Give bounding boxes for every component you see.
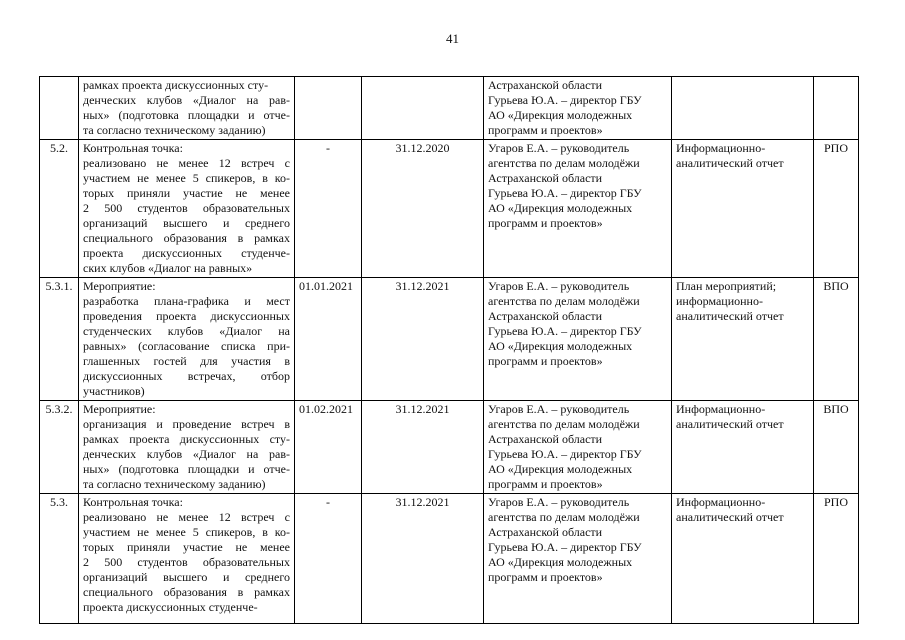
item-description-line: ных» (подготовка площадки и отче- [83,462,290,476]
responsible-line: Гурьева Ю.А. – директор ГБУ [488,93,642,107]
end-date [362,77,484,140]
responsible-line: АО «Дирекция молодежных [488,339,633,353]
plan-table [39,76,859,624]
responsible-line: АО «Дирекция молодежных [488,108,633,122]
end-date: 31.12.2021 [362,278,484,401]
result-document-line: аналитический отчет [676,510,784,524]
responsible-line: Астраханской области [488,171,603,185]
item-description-line: Мероприятие: [83,279,156,293]
item-description-line: рамках проекта дискуссионных сту- [83,432,290,446]
item-description-line: дискуссионных встречах, отбор [83,369,290,383]
table-row [40,140,859,278]
item-description-line: организаций высшего и среднего [83,570,290,584]
responsible-line: Гурьева Ю.А. – директор ГБУ [488,186,642,200]
control-level [814,77,859,140]
item-description-line: 2 500 студентов образовательных [83,555,290,569]
result-document-line: Информационно- [676,495,766,509]
table-row [40,494,859,624]
item-description-line: реализовано не менее 12 встреч с [83,156,290,170]
item-description-line: организаций высшего и среднего [83,216,290,230]
item-description-line: та согласно техническому заданию) [83,477,266,491]
result-document [672,77,814,140]
item-number: 5.3.1. [40,278,79,401]
result-document-line: аналитический отчет [676,309,784,323]
item-description-line: участием не менее 5 спикеров, в ко- [83,525,290,539]
responsible-line: программ и проектов» [488,477,603,491]
end-date: 31.12.2021 [362,494,484,624]
page-number: 41 [446,31,459,46]
start-date: 01.01.2021 [295,278,362,401]
start-date: - [295,140,362,278]
result-document [672,494,814,624]
item-description-line: торых приняли участие не менее [83,186,290,200]
responsible-line: Астраханской области [488,525,603,539]
result-document [672,401,814,494]
item-description-line: специального образования в рамках [83,585,290,599]
start-date: 01.02.2021 [295,401,362,494]
item-description [79,401,295,494]
responsible-line: программ и проектов» [488,216,603,230]
item-description-line: глашенных гостей для участия в [83,354,290,368]
responsible-line: агентства по делам молодёжи [488,417,640,431]
item-description-line: проекта дискуссионных студенче- [83,246,290,260]
item-description-line: Контрольная точка: [83,495,183,509]
item-description-line: реализовано не менее 12 встреч с [83,510,290,524]
responsible-line: Гурьева Ю.А. – директор ГБУ [488,540,642,554]
responsible [484,278,672,401]
responsible-line: Угаров Е.А. – руководитель [488,402,630,416]
table-row [40,278,859,401]
item-description-line: денческих клубов «Диалог на рав- [83,93,290,107]
end-date: 31.12.2020 [362,140,484,278]
responsible-line: АО «Дирекция молодежных [488,462,633,476]
responsible [484,140,672,278]
responsible-line: Угаров Е.А. – руководитель [488,279,630,293]
item-description-line: проведения проекта дискуссионных [83,309,290,323]
item-description-line: Мероприятие: [83,402,156,416]
result-document-line: аналитический отчет [676,417,784,431]
responsible-line: Астраханской области [488,78,603,92]
responsible-line: Угаров Е.А. – руководитель [488,495,630,509]
item-description-line: Контрольная точка: [83,141,183,155]
item-description-line: организация и проведение встреч в [83,417,290,431]
end-date: 31.12.2021 [362,401,484,494]
control-level: РПО [814,494,859,624]
result-document-line: Информационно- [676,402,766,416]
item-description-line: равных» (согласование списка при- [83,339,290,353]
item-description-line: разработка плана-графика и мест [83,294,290,308]
result-document-line: План мероприятий; [676,279,777,293]
control-level: ВПО [814,401,859,494]
item-description-line: денческих клубов «Диалог на рав- [83,447,290,461]
result-document-line: аналитический отчет [676,156,784,170]
item-description [79,494,295,624]
control-level: ВПО [814,278,859,401]
item-description-line: 2 500 студентов образовательных [83,201,290,215]
responsible [484,77,672,140]
responsible-line: Гурьева Ю.А. – директор ГБУ [488,447,642,461]
item-description [79,140,295,278]
result-document-line: Информационно- [676,141,766,155]
item-description-line: участников) [83,384,145,398]
responsible-line: агентства по делам молодёжи [488,294,640,308]
item-description-line: специального образования в рамках [83,231,290,245]
item-description-line: проекта дискуссионных студенче- [83,600,258,614]
item-description-line: участием не менее 5 спикеров, в ко- [83,171,290,185]
item-description [79,77,295,140]
item-description-line: рамках проекта дискуссионных сту- [83,78,269,92]
result-document [672,278,814,401]
responsible-line: Угаров Е.А. – руководитель [488,141,630,155]
responsible-line: Астраханской области [488,309,603,323]
start-date [295,77,362,140]
item-description-line: торых приняли участие не менее [83,540,290,554]
responsible-line: Астраханской области [488,432,603,446]
responsible-line: программ и проектов» [488,123,603,137]
responsible-line: АО «Дирекция молодежных [488,201,633,215]
item-number: 5.2. [40,140,79,278]
item-description [79,278,295,401]
item-description-line: та согласно техническому заданию) [83,123,266,137]
responsible-line: программ и проектов» [488,570,603,584]
responsible-line: агентства по делам молодёжи [488,510,640,524]
item-number: 5.3.2. [40,401,79,494]
responsible-line: АО «Дирекция молодежных [488,555,633,569]
start-date: - [295,494,362,624]
result-document-line: информационно- [676,294,763,308]
item-description-line: ских клубов «Диалог на равных» [83,261,253,275]
item-description-line: ных» (подготовка площадки и отче- [83,108,290,122]
responsible-line: Гурьева Ю.А. – директор ГБУ [488,324,642,338]
item-number [40,77,79,140]
responsible-line: программ и проектов» [488,354,603,368]
responsible [484,494,672,624]
table-row [40,77,859,140]
item-description-line: студенческих клубов «Диалог на [83,324,290,338]
control-level: РПО [814,140,859,278]
responsible [484,401,672,494]
table-row [40,401,859,494]
item-number: 5.3. [40,494,79,624]
responsible-line: агентства по делам молодёжи [488,156,640,170]
result-document [672,140,814,278]
